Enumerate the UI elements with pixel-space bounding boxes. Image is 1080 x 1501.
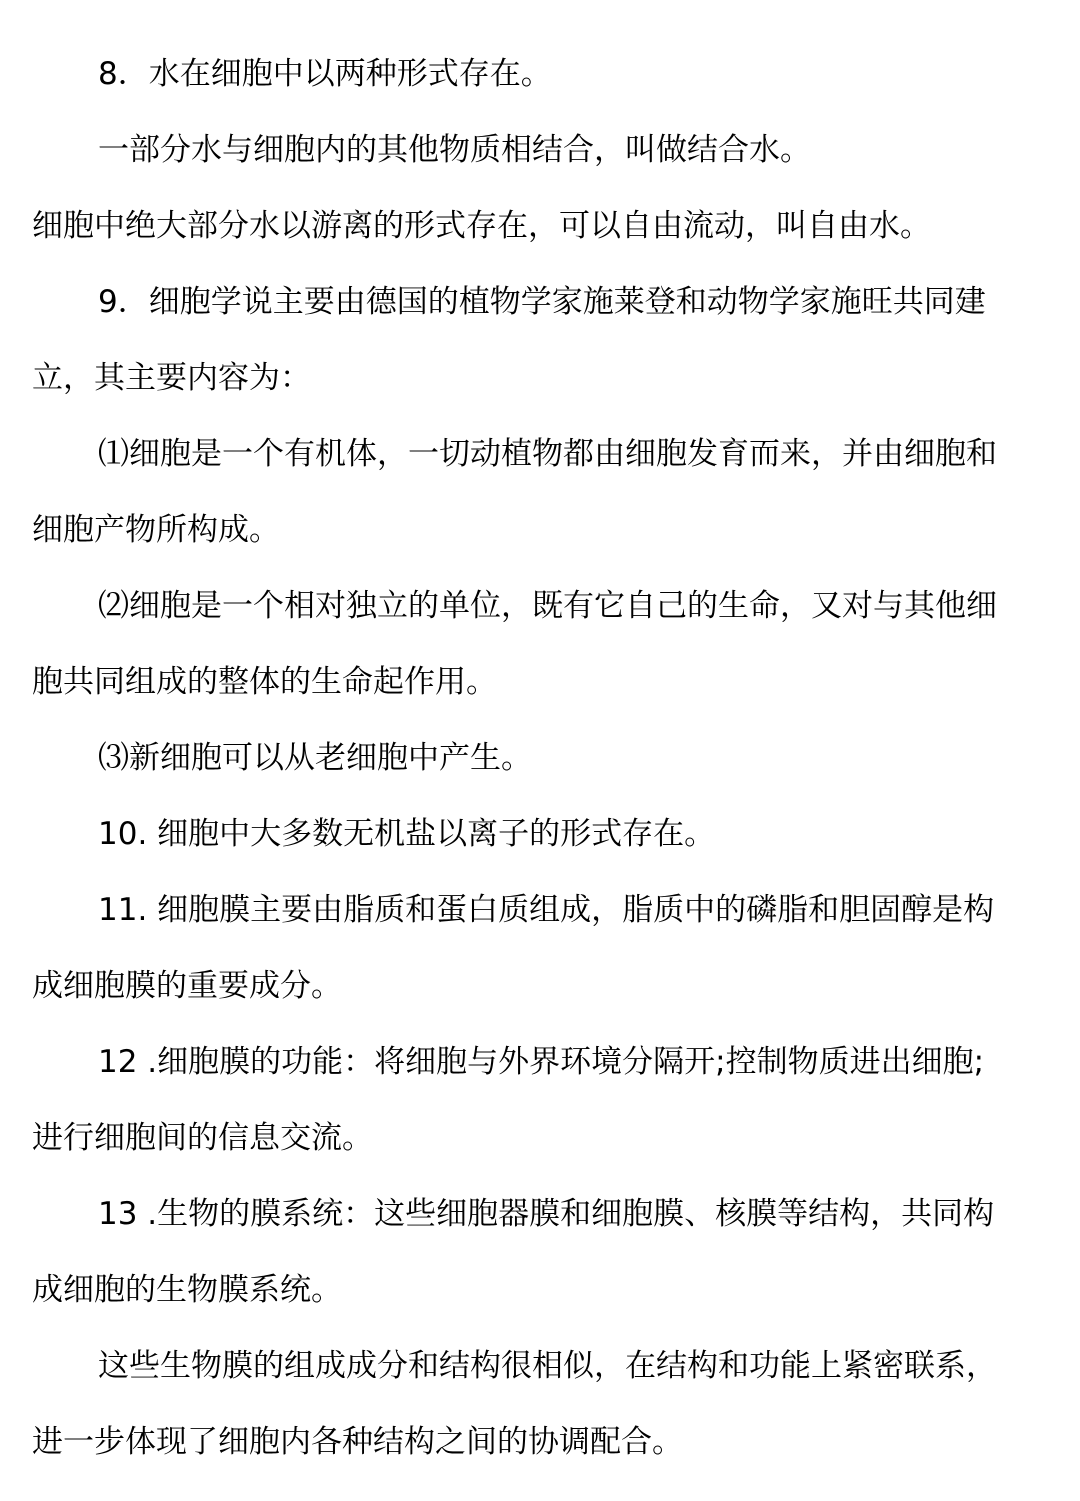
text-line-item-12: 12 .细胞膜的功能：将细胞与外界环境分隔开;控制物质进出细胞;	[98, 1044, 985, 1080]
text-line-point-1-cont: 细胞产物所构成。	[32, 512, 280, 548]
text-line-point-3: ⑶新细胞可以从老细胞中产生。	[98, 740, 532, 776]
text-line-item-11-cont: 成细胞膜的重要成分。	[32, 968, 342, 1004]
text-line-free-water: 细胞中绝大部分水以游离的形式存在，可以自由流动，叫自由水。	[32, 208, 931, 244]
text-line-item-13: 13 .生物的膜系统：这些细胞器膜和细胞膜、核膜等结构，共同构	[98, 1196, 995, 1232]
text-line-item-12-cont: 进行细胞间的信息交流。	[32, 1120, 373, 1156]
text-line-point-2-cont: 胞共同组成的整体的生命起作用。	[32, 664, 497, 700]
text-line-item-9: 9．细胞学说主要由德国的植物学家施莱登和动物学家施旺共同建	[98, 284, 986, 320]
text-line-membrane-similarity-cont: 进一步体现了细胞内各种结构之间的协调配合。	[32, 1424, 683, 1460]
text-line-item-9-cont: 立，其主要内容为：	[32, 360, 311, 396]
text-line-bound-water: 一部分水与细胞内的其他物质相结合，叫做结合水。	[98, 132, 811, 168]
text-line-point-2: ⑵细胞是一个相对独立的单位，既有它自己的生命，又对与其他细	[98, 588, 997, 624]
text-line-membrane-similarity: 这些生物膜的组成成分和结构很相似，在结构和功能上紧密联系，	[98, 1348, 997, 1384]
text-line-item-13-cont: 成细胞的生物膜系统。	[32, 1272, 342, 1308]
text-line-item-8: 8．水在细胞中以两种形式存在。	[98, 56, 552, 92]
text-line-point-1: ⑴细胞是一个有机体，一切动植物都由细胞发育而来，并由细胞和	[98, 436, 997, 472]
text-line-item-10: 10. 细胞中大多数无机盐以离子的形式存在。	[98, 816, 716, 852]
text-line-item-11: 11. 细胞膜主要由脂质和蛋白质组成，脂质中的磷脂和胆固醇是构	[98, 892, 995, 928]
